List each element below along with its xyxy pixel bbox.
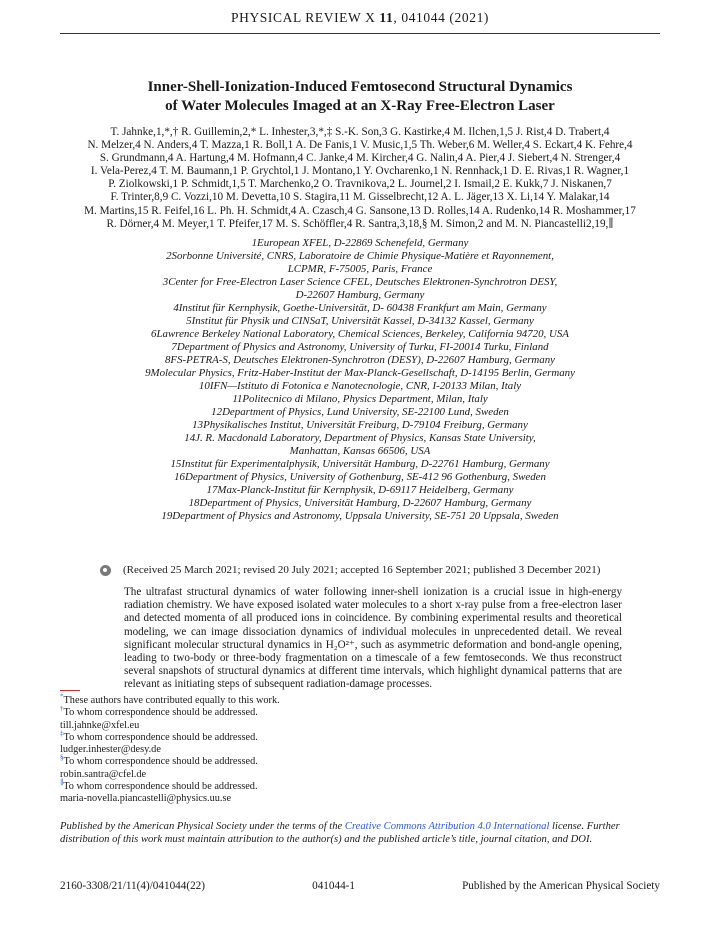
affiliation-line: 3Center for Free-Electron Laser Science CFEL, Deutsches Elektronen-Synchrotron DESY, [162,276,558,288]
footnote-email[interactable]: robin.santra@cfel.de [60,768,147,780]
footnote-email[interactable]: till.jahnke@xfel.eu [60,719,140,731]
license-link[interactable]: Creative Commons Attribution 4.0 International [344,821,550,832]
received-dates [100,564,640,576]
affiliation-line: 6Lawrence Berkeley National Laboratory, Chemical Sciences, Berkeley, California 94720, USA [151,328,569,340]
footnote: ∥To whom correspondence should be addressed. [60,778,258,793]
affiliation-line: 12Department of Physics, Lund University, SE-22100 Lund, Sweden [211,406,509,418]
license-notice: Published by the American Physical Society under the terms of the Creative Commons Attribution 4.0 International license. Further distribution of this work must maintain attribution to the author(s) and the published article’s title, journal citation, and DOI. [60,821,620,846]
affiliation-line: 4Institut für Kernphysik, Goethe-Universität, D- 60438 Frankfurt am Main, Germany [173,302,547,314]
affiliation-line: LCPMR, F-75005, Paris, France [287,263,433,275]
affiliation-line: 11Politecnico di Milano, Physics Department, Milan, Italy [232,393,488,405]
affiliation-line: 7Department of Physics and Astronomy, University of Turku, FI-20014 Turku, Finland [171,341,549,353]
footnote: *These authors have contributed equally to this work. [60,692,280,706]
footnotes [60,692,380,806]
author-line: R. Dörner,4 M. Meyer,1 T. Pfeifer,17 M. S. Schöffler,4 R. Santra,3,18,§ M. Simon,2 and M. N. Piancastelli2,19,∥ [106,217,614,230]
affiliation-line: 9Molecular Physics, Fritz-Haber-Institut der Max-Planck-Gesellschaft, D-14195 Berlin, Germany [145,367,575,379]
affiliation-list [58,237,662,523]
affiliation-line: Manhattan, Kansas 66506, USA [289,445,431,457]
footnote-rule [60,690,80,691]
affiliation-line: D-22607 Hamburg, Germany [295,289,425,301]
affiliation-line: 10IFN—Istituto di Fotonica e Nanotecnologie, CNR, I-20133 Milan, Italy [198,380,522,392]
affiliation-line: 19Department of Physics and Astronomy, Uppsala University, SE-751 20 Uppsala, Sweden [161,510,559,522]
affiliation-line: 8FS-PETRA-S, Deutsches Elektronen-Synchrotron (DESY), D-22607 Hamburg, Germany [164,354,556,366]
abstract: The ultrafast structural dynamics of water following inner-shell ionization is a crucial issue in high-energy radiation chemistry. We have exposed isolated water molecules to a short x-ray pulse from a free-electron laser and detected momenta of all produced ions in coincidence. By combining experimental results and theoretical modeling, we can image dissociation dynamics of individual molecules in unprecedented detail. We reveal significant molecular structural dynamics in H₂O²⁺, such as asymmetric deformation and bond-angle opening, leading to two-body or three-body fragmentation on a timescale of a few femtoseconds. We thus reconstruct several snapshots of structural dynamics at different time intervals, which highlight dynamical patterns that are relevant as initiating steps of subsequent radiation-damage processes. [124,586,622,691]
journal-name: PHYSICAL REVIEW X [230,10,376,25]
footnote: §To whom correspondence should be addressed. [60,754,258,768]
volume: 11 [379,10,394,25]
affiliation-line: 1European XFEL, D-22869 Schenefeld, Germany [251,237,469,249]
footnote: ‡To whom correspondence should be addressed. [60,729,258,743]
header-rule [60,33,660,34]
affiliation-line: 18Department of Physics, Universität Hamburg, D-22607 Hamburg, Germany [188,497,532,509]
article-number: 041044 (2021) [401,10,490,25]
author-line: P. Ziolkowski,1 P. Schmidt,1,5 T. Marchenko,2 O. Travnikova,2 L. Journel,2 I. Ismail,2 E. Kukk,7 J. Niskanen,7 [108,178,612,191]
affiliation-line: 14J. R. Macdonald Laboratory, Department of Physics, Kansas State University, [184,432,536,444]
page-footer [60,880,660,892]
author-line: T. Jahnke,1,*,† R. Guillemin,2,* L. Inhester,3,*,‡ S.-K. Son,3 G. Kastirke,4 M. Ilchen,1,5 J. Rist,4 D. Trabert,4 [110,126,610,138]
footnote-email[interactable]: maria-novella.piancastelli@physics.uu.se [60,793,232,805]
affiliation-line: 15Institut für Experimentalphysik, Universität Hamburg, D-22761 Hamburg, Germany [170,458,550,470]
affiliation-line: 13Physikalisches Institut, Universität Freiburg, D-79104 Freiburg, Germany [192,419,528,431]
author-list [58,126,662,231]
author-line: I. Vela-Perez,4 T. M. Baumann,1 P. Grychtol,1 J. Montano,1 Y. Ovcharenko,1 N. Rennhack,1 D. E. Rivas,1 R. Wagner,1 [90,165,630,178]
affiliation-line: 2Sorbonne Université, CNRS, Laboratoire de Chimie Physique-Matière et Rayonnement, [166,250,554,262]
page-number: 041044-1 [312,880,355,892]
affiliation-line: 5Institut für Physik und CINSaT, Universität Kassel, D-34132 Kassel, Germany [186,315,534,327]
affiliation-line: 17Max-Planck-Institut für Kernphysik, D-69117 Heidelberg, Germany [206,484,514,496]
footnote: †To whom correspondence should be addressed. [60,704,258,719]
running-header: PHYSICAL REVIEW X 11, 041044 (2021) [230,10,490,25]
author-line: N. Melzer,4 N. Anders,4 T. Mazza,1 R. Boll,1 A. De Fanis,1 V. Music,1,5 Th. Weber,6 M. Weller,4 S. Eckart,4 K. Fehre,4 [87,139,633,152]
footnote-email[interactable]: ludger.inhester@desy.de [60,744,161,756]
author-line: S. Grundmann,4 A. Hartung,4 M. Hofmann,4 C. Janke,4 M. Kircher,4 G. Nalin,4 A. Pier,4 J. Siebert,4 N. Strenger,4 [99,152,621,165]
open-access-icon [100,565,111,576]
author-line: F. Trinter,8,9 C. Vozzi,10 M. Devetta,10 S. Stagira,11 M. Gisselbrecht,12 A. L. Jäger,13 X. Li,14 Y. Malakar,14 [110,191,610,204]
paper-title: Inner-Shell-Ionization-Induced Femtosecond Structural Dynamics of Water Molecules Imaged at an X-Ray Free-Electron Laser [147,79,573,114]
received-text: (Received 25 March 2021; revised 20 July 2021; accepted 16 September 2021; published 3 December 2021) [123,564,601,576]
issn-code: 2160-3308/21/11(4)/041044(22) [60,880,206,892]
affiliation-line: 16Department of Physics, University of Gothenburg, SE-412 96 Gothenburg, Sweden [174,471,546,483]
publisher: Published by the American Physical Society [462,880,660,892]
author-line: M. Martins,15 R. Feifel,16 L. Ph. H. Schmidt,4 A. Czasch,4 G. Sansone,13 D. Rolles,14 A. Rudenko,14 R. Moshammer,17 [84,204,636,217]
